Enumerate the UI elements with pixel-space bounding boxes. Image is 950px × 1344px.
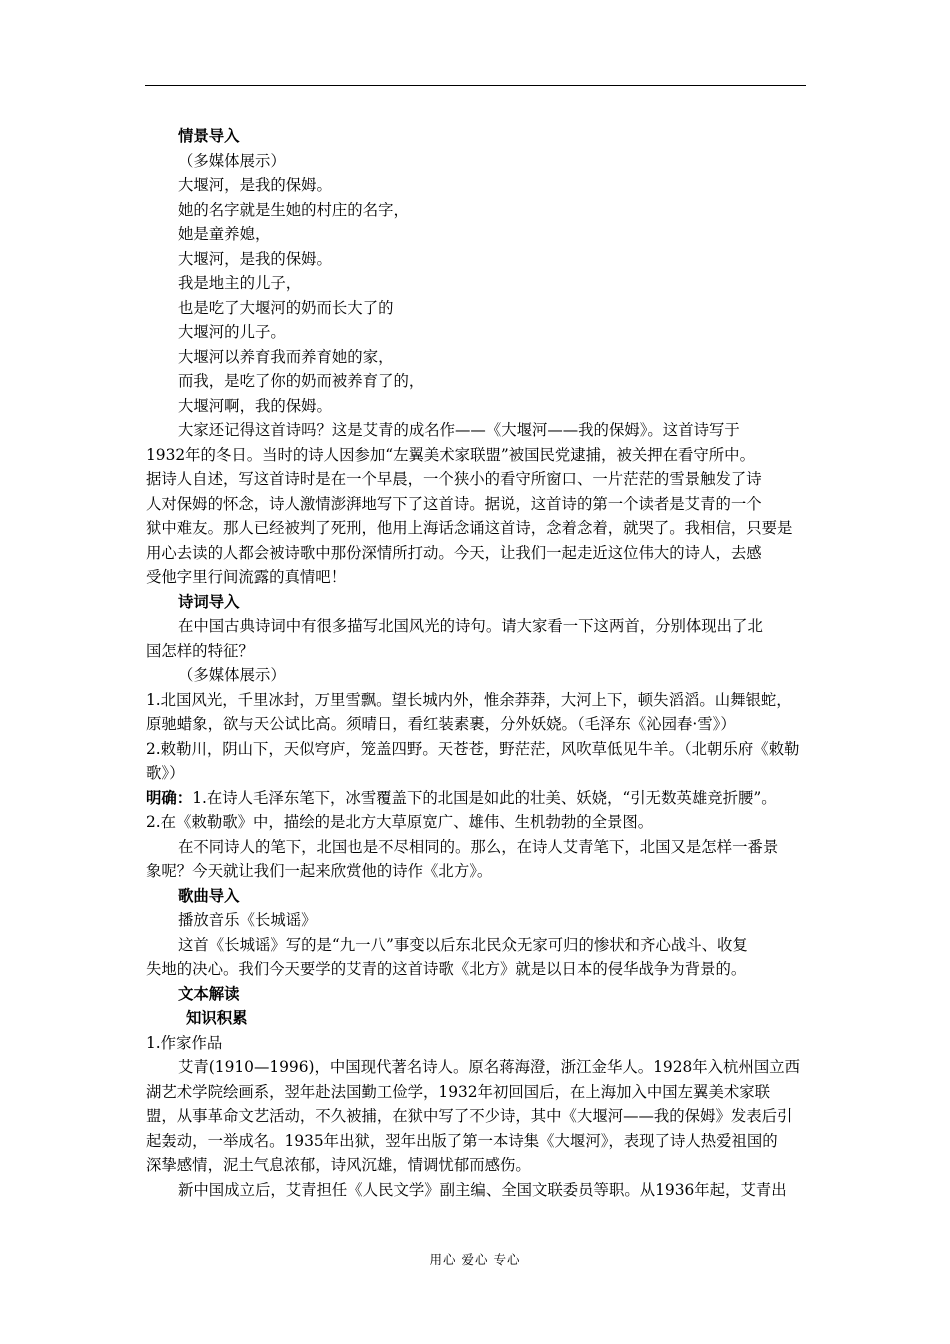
text-line: 2.在《敕勒歌》中，描绘的是北方大草原宽广、雄伟、生机勃勃的全景图。: [146, 813, 654, 831]
text-line: 2.敕勒川，阴山下，天似穹庐，笼盖四野。天苍苍，野茫茫，风吹草低见牛羊。（北朝乐府《敕勒: [146, 739, 800, 758]
text-line: 盟，从事革命文艺活动，不久被捕，在狱中写了不少诗，其中《大堰河——我的保姆》发表后引: [146, 1107, 793, 1125]
text-line: （多媒体展示）: [178, 151, 286, 170]
text-line: 也是吃了大堰河的奶而长大了的: [178, 298, 394, 317]
text-line: 在中国古典诗词中有很多描写北国风光的诗句。请大家看一下这两首，分别体现出了北: [178, 617, 763, 635]
text-line: 她的名字就是生她的村庄的名字，: [178, 200, 409, 219]
text-line: 艾青(1910—1996)，中国现代著名诗人。原名蒋海澄，浙江金华人。1928年入杭州国立西: [178, 1058, 801, 1076]
text-line: 1932年的冬日。当时的诗人因参加“左翼美术家联盟”被国民党逮捕，被关押在看守所中。: [146, 445, 755, 464]
text-line: 据诗人自述，写这首诗时是在一个早晨，一个狭小的看守所窗口、一片茫茫的雪景触发了诗: [146, 470, 762, 488]
text-line: 诗词导入: [178, 592, 240, 611]
text-line: 大家还记得这首诗吗？这是艾青的成名作——《大堰河——我的保姆》。这首诗写于: [178, 421, 740, 439]
text-line: 播放音乐《长城谣》: [178, 911, 317, 929]
text-line: 我是地主的儿子，: [178, 274, 302, 292]
text-line: 歌曲导入: [178, 886, 240, 905]
text-line: 狱中难友。那人已经被判了死刑，他用上海话念诵这首诗，念着念着，就哭了。我相信，只要是: [146, 519, 793, 537]
text-line: 1.北国风光，千里冰封，万里雪飘。望长城内外，惟余莽莽，大河上下，顿失滔滔。山舞银蛇，: [146, 690, 792, 709]
text-line: 这首《长城谣》写的是“九一八”事变以后东北民众无家可归的惨状和齐心战斗、收复: [178, 935, 748, 954]
header-rule: [145, 85, 806, 86]
text-line: [146, 786, 810, 811]
text-line: 象呢？今天就让我们一起来欣赏他的诗作《北方》。: [146, 862, 493, 880]
text-line: 新中国成立后，艾青担任《人民文学》副主编、全国文联委员等职。从1936年起，艾青出: [178, 1180, 787, 1199]
bold-label: 明确：: [146, 788, 193, 807]
text-line: 原驰蜡象，欲与天公试比高。须晴日，看红装素裹，分外妖娆。（毛泽东《沁园春·雪》）: [146, 715, 736, 733]
text-line: 大堰河以养育我而养育她的家，: [178, 347, 394, 366]
line-text: 1.在诗人毛泽东笔下，冰雪覆盖下的北国是如此的壮美、妖娆，“引无数英雄竞折腰”。: [192, 788, 777, 807]
text-line: 起轰动，一举成名。1935年出狱，翌年出版了第一本诗集《大堰河》，表现了诗人热爱祖国的: [146, 1131, 778, 1150]
text-line: 知识积累: [186, 1009, 248, 1027]
text-line: 国怎样的特征？: [146, 641, 254, 660]
text-line: 人对保姆的怀念，诗人激情澎湃地写下了这首诗。据说，这首诗的第一个读者是艾青的一个: [146, 494, 762, 513]
text-line: 大堰河，是我的保姆。: [178, 249, 332, 268]
document-body: [146, 124, 810, 1202]
text-line: 大堰河，是我的保姆。: [178, 176, 332, 194]
page-footer: 用心 爱心 专心: [429, 1252, 521, 1267]
text-line: 情景导入: [178, 127, 240, 145]
text-line: 失地的决心。我们今天要学的艾青的这首诗歌《北方》就是以日本的侵华战争为背景的。: [146, 960, 747, 978]
text-line: 歌》）: [146, 764, 185, 782]
text-line: （多媒体展示）: [178, 666, 286, 684]
text-line: 文本解读: [178, 984, 240, 1003]
text-line: 而我，是吃了你的奶而被养育了的，: [178, 372, 425, 390]
text-line: 大堰河啊，我的保姆。: [178, 396, 332, 415]
text-line: 用心去读的人都会被诗歌中那份深情所打动。今天，让我们一起走近这位伟大的诗人，去感: [146, 543, 762, 562]
text-line: 深挚感情，泥土气息浓郁，诗风沉雄，情调忧郁而感伤。: [146, 1156, 531, 1174]
text-line: 受他字里行间流露的真情吧！: [146, 568, 347, 586]
text-line: 在不同诗人的笔下，北国也是不尽相同的。那么，在诗人艾青笔下，北国又是怎样一番景: [178, 837, 779, 856]
text-line: 湖艺术学院绘画系，翌年赴法国勤工俭学，1932年初回国后，在上海加入中国左翼美术家联: [146, 1082, 771, 1101]
text-line: 1.作家作品: [146, 1033, 223, 1052]
text-line: 她是童养媳，: [178, 225, 271, 243]
text-line: 大堰河的儿子。: [178, 323, 286, 341]
